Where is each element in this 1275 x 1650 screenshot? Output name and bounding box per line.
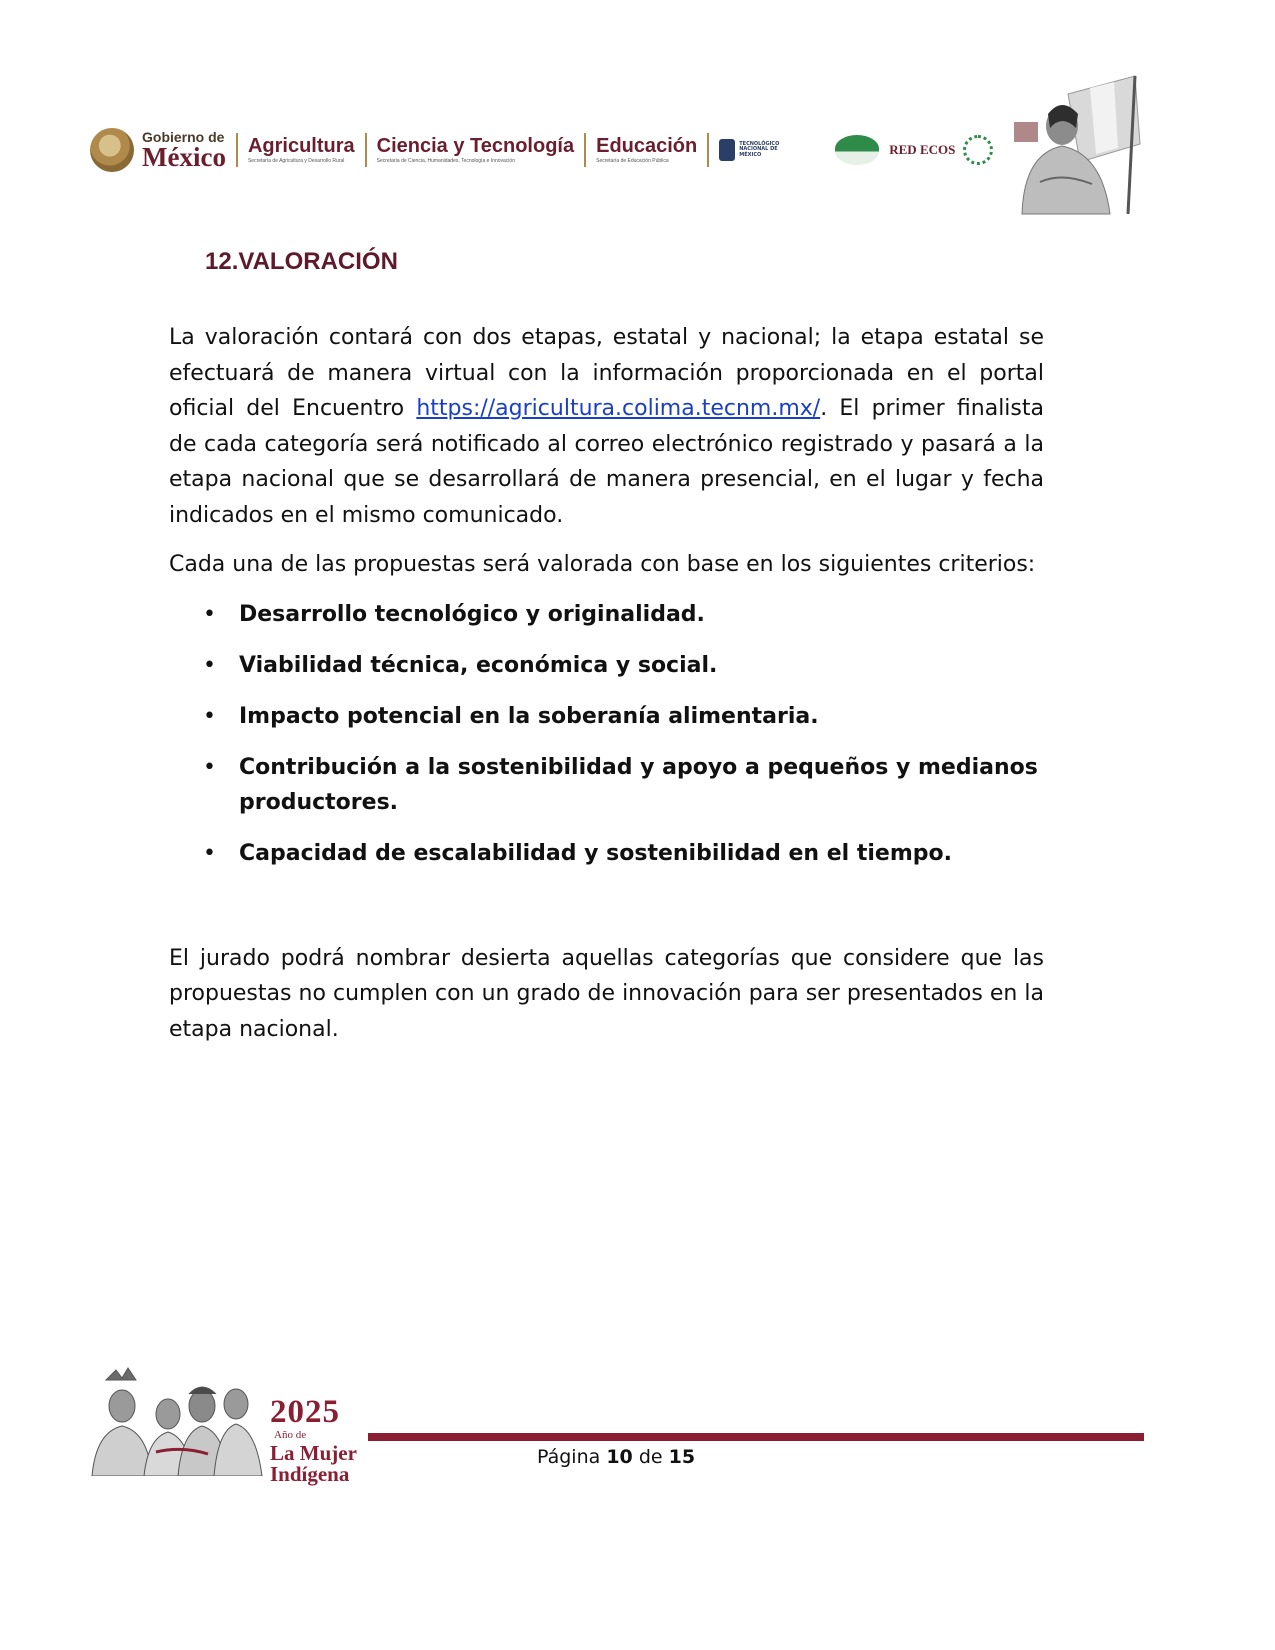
paragraph-criterios-intro: Cada una de las propuestas será valorada con base en los siguientes criterios: [169,552,1036,577]
woman-flag-illustration-icon [1010,74,1150,216]
divider [236,133,238,167]
list-item: • Capacidad de escalabilidad y sostenibilidad en el tiempo. [239,836,1044,871]
mexico-map-icon [835,135,879,165]
educacion-logo: Educación Secretaría de Educación Pública [596,135,698,164]
document-body [169,320,1044,1047]
list-item: • Viabilidad técnica, económica y social. [239,648,1044,683]
year-indigenous-women-logo: 2025 Año de La Mujer Indígena [270,1394,357,1486]
gobierno-big-text: México [142,141,226,172]
list-item: • Desarrollo tecnológico y originalidad. [239,597,1044,632]
section-title: 12.VALORACIÓN [205,248,398,275]
agricultura-logo: Agricultura Secretaría de Agricultura y Desarrollo Rural [247,135,355,164]
list-item: • Contribución a la sostenibilidad y apoyo a pequeños y medianos productores. [239,750,1044,820]
paragraph-valoracion: La valoración contará con dos etapas, estatal y nacional; la etapa estatal se efectuará de manera virtual con la información proporcionada en el portal oficial del Encuentro https://agricultura.colima.tecnm.mx/. El primer finalista de cada categoría será notificado al correo electrónico registrado y pasará a la etapa nacional que se desarrollará de manera presencial, en el lugar y fecha indicados en el mismo comunicado. [169,325,1044,528]
gobierno-logo [142,130,226,171]
footer-divider-line [368,1433,1144,1441]
ecos-round-icon [963,135,993,165]
encuentro-portal-link[interactable]: https://agricultura.colima.tecnm.mx/ [416,396,821,421]
indigenous-women-illustration-icon [86,1366,266,1476]
criteria-list [169,597,1044,871]
divider [584,133,586,167]
mexico-seal-icon [90,128,134,172]
divider [707,133,709,167]
ciencia-logo: Ciencia y Tecnología Secretaría de Ciencia, Humanidades, Tecnología e Innovación [376,135,575,164]
divider [365,133,367,167]
header-logos [90,122,993,178]
tecnm-logo-text: TECNOLÓGICO NACIONAL DE MÉXICO [739,140,780,158]
gobierno-small-text: Gobierno de [142,128,225,145]
year-text: 2025 [270,1394,340,1430]
paragraph-jurado: El jurado podrá nombrar desierta aquellas categorías que considere que las propuestas no cumplen con un grado de innovación para ser presentados en la etapa nacional. [169,945,1044,1042]
tecnm-icon [719,139,735,161]
red-ecos-logo: RED ECOS [889,142,956,157]
list-item: • Impacto potencial en la soberanía alimentaria. [239,699,1044,734]
page-number: Página 10 de 15 [537,1446,696,1468]
